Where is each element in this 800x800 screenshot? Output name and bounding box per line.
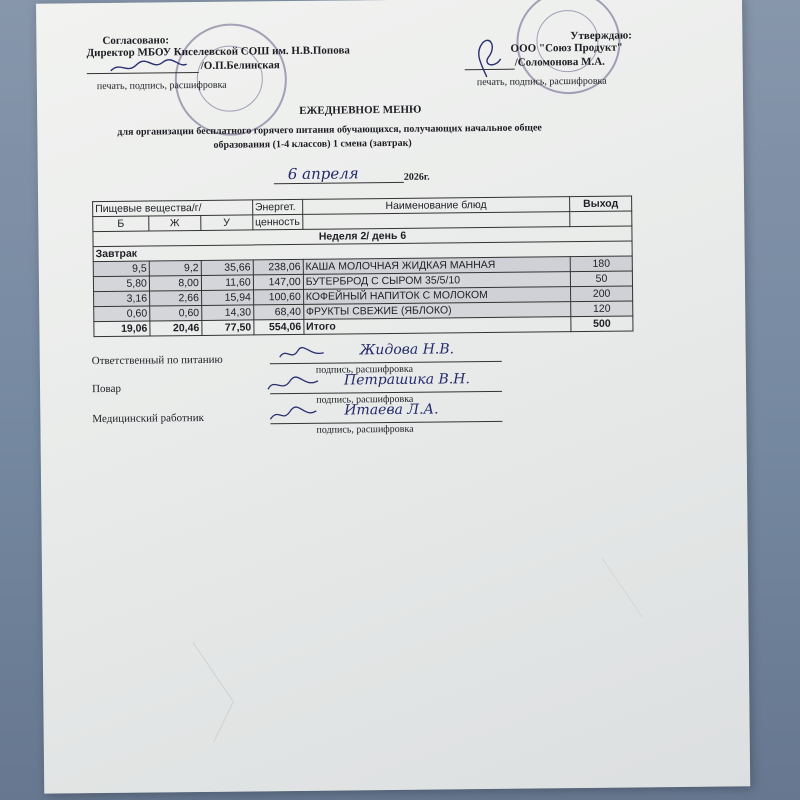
cell-zh: 8,00 <box>149 275 201 291</box>
cell-b: 3,16 <box>94 291 150 307</box>
cell-b: 5,80 <box>93 276 149 292</box>
cell-u: 35,66 <box>201 260 253 276</box>
document-subtitle-1: для организации бесплатного горячего питания обучающихся, получающих начальное общее <box>117 122 542 138</box>
cell-output: 200 <box>571 286 633 302</box>
date-handwritten: 6 апреля <box>287 164 359 184</box>
medic-handwritten: Итаева Л.А. <box>344 401 439 419</box>
cell-dish: КАША МОЛОЧНАЯ ЖИДКАЯ МАННАЯ <box>303 257 570 275</box>
cell-energy: 238,06 <box>253 259 303 275</box>
total-u: 77,50 <box>202 320 254 336</box>
total-b: 19,06 <box>94 321 150 337</box>
total-label: Итого <box>304 317 571 335</box>
header-energy: Энергет. <box>252 199 302 215</box>
cell-dish: БУТЕРБРОД С СЫРОМ 35/5/10 <box>303 272 570 290</box>
agreed-title: Согласовано: <box>102 34 170 48</box>
total-energy: 554,06 <box>254 319 304 335</box>
cell-u: 15,94 <box>201 290 253 306</box>
cell-energy: 147,00 <box>253 274 303 290</box>
left-caption: печать, подпись, расшифровка <box>96 79 227 93</box>
document-subtitle-2: образования (1-4 классов) 1 смена (завтрак) <box>213 137 412 151</box>
total-output: 500 <box>571 316 633 332</box>
header-energy-2: ценность <box>252 214 302 230</box>
cell-dish: КОФЕЙНЫЙ НАПИТОК С МОЛОКОМ <box>303 287 570 305</box>
header-b: Б <box>93 216 149 232</box>
cell-zh: 2,66 <box>149 290 201 306</box>
cell-b: 0,60 <box>94 306 150 322</box>
header-u: У <box>201 215 253 231</box>
cook-handwritten: Петрашика В.Н. <box>343 371 470 389</box>
director-name: /О.П.Белинская <box>200 59 280 72</box>
header-nutrients: Пищевые вещества/г/ <box>93 200 253 217</box>
medic-caption: подпись, расшифровка <box>316 423 414 436</box>
date-year: 2026г. <box>403 171 430 183</box>
approve-title: Утверждаю: <box>570 29 632 43</box>
cell-energy: 100,60 <box>253 289 303 305</box>
nutrition-responsible-handwritten: Жидова Н.В. <box>359 341 455 359</box>
document-title: ЕЖЕДНЕВНОЕ МЕНЮ <box>299 103 422 117</box>
paper-fold-marks <box>36 0 750 794</box>
cell-output: 50 <box>570 271 632 287</box>
cell-output: 180 <box>570 256 632 272</box>
header-output: Выход <box>570 196 632 212</box>
nutrition-caption: подпись, расшифровка <box>315 363 414 376</box>
cook-label: Повар <box>91 382 121 396</box>
cell-output: 120 <box>571 301 633 317</box>
cell-zh: 9,2 <box>149 260 201 276</box>
cell-dish: ФРУКТЫ СВЕЖИЕ (ЯБЛОКО) <box>303 302 570 320</box>
week-label: Неделя 2/ день 6 <box>93 226 632 247</box>
header-dish: Наименование блюд <box>302 197 569 215</box>
cook-caption: подпись, расшифровка <box>316 393 414 406</box>
nutrition-responsible-label: Ответственный по питанию <box>91 353 223 368</box>
company-head-name: /Соломонова М.А. <box>514 55 605 69</box>
director-line: Директор МБОУ Киселевской СОШ им. Н.В.Попова <box>86 44 350 60</box>
medic-label: Медицинский работник <box>92 411 204 426</box>
right-caption: печать, подпись, расшифровка <box>476 75 607 89</box>
company-line: ООО "Союз Продукт" <box>510 41 623 55</box>
menu-document <box>36 0 750 794</box>
meal-label: Завтрак <box>93 241 632 262</box>
cell-energy: 68,40 <box>253 304 303 320</box>
total-zh: 20,46 <box>150 320 202 336</box>
header-zh: Ж <box>149 215 201 231</box>
cell-u: 14,30 <box>202 305 254 321</box>
cell-b: 9,5 <box>93 261 149 277</box>
cell-u: 11,60 <box>201 275 253 291</box>
cell-zh: 0,60 <box>150 305 202 321</box>
